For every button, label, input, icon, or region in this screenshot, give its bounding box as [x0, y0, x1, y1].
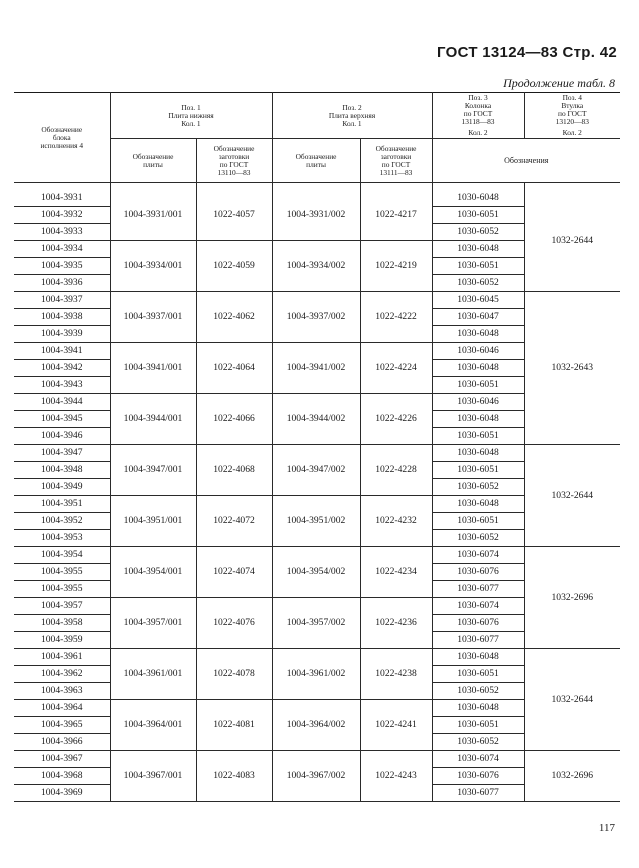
upper-plate-designation-cell: 1004-3961/002 [272, 649, 360, 700]
column-designation-cell: 1030-6045 [432, 292, 524, 309]
col-blank-designation-1: Обозначение заготовки по ГОСТ 13110—83 [196, 139, 272, 183]
column-designation-cell: 1030-6052 [432, 683, 524, 700]
lower-blank-designation-cell: 1022-4076 [196, 598, 272, 649]
block-designation-cell: 1004-3965 [14, 717, 110, 734]
upper-blank-designation-cell: 1022-4241 [360, 700, 432, 751]
block-designation-cell: 1004-3964 [14, 700, 110, 717]
table-row [14, 649, 620, 666]
block-designation-cell: 1004-3954 [14, 547, 110, 564]
bushing-designation-cell: 1032-2696 [524, 547, 620, 649]
block-designation-cell: 1004-3962 [14, 666, 110, 683]
block-designation-cell: 1004-3955 [14, 564, 110, 581]
lower-plate-designation-cell: 1004-3951/001 [110, 496, 196, 547]
lower-blank-designation-cell: 1022-4064 [196, 343, 272, 394]
col-plate-designation-2: Обозначение плиты [272, 139, 360, 183]
column-designation-cell: 1030-6076 [432, 564, 524, 581]
upper-plate-designation-cell: 1004-3941/002 [272, 343, 360, 394]
upper-plate-designation-cell: 1004-3957/002 [272, 598, 360, 649]
col-designations: Обозначения [432, 139, 620, 183]
column-designation-cell: 1030-6048 [432, 326, 524, 343]
block-designation-cell: 1004-3939 [14, 326, 110, 343]
upper-plate-designation-cell: 1004-3931/002 [272, 190, 360, 241]
column-designation-cell: 1030-6052 [432, 734, 524, 751]
lower-blank-designation-cell: 1022-4062 [196, 292, 272, 343]
upper-plate-designation-cell: 1004-3964/002 [272, 700, 360, 751]
upper-plate-designation-cell: 1004-3951/002 [272, 496, 360, 547]
block-designation-cell: 1004-3959 [14, 632, 110, 649]
upper-blank-designation-cell: 1022-4238 [360, 649, 432, 700]
lower-plate-designation-cell: 1004-3947/001 [110, 445, 196, 496]
upper-plate-designation-cell: 1004-3954/002 [272, 547, 360, 598]
column-designation-cell: 1030-6048 [432, 360, 524, 377]
column-designation-cell: 1030-6051 [432, 428, 524, 445]
block-designation-cell: 1004-3961 [14, 649, 110, 666]
lower-blank-designation-cell: 1022-4059 [196, 241, 272, 292]
table-row [14, 547, 620, 564]
page-number: 117 [598, 822, 615, 834]
upper-blank-designation-cell: 1022-4228 [360, 445, 432, 496]
lower-blank-designation-cell: 1022-4078 [196, 649, 272, 700]
lower-plate-designation-cell: 1004-3964/001 [110, 700, 196, 751]
lower-plate-designation-cell: 1004-3957/001 [110, 598, 196, 649]
block-designation-cell: 1004-3945 [14, 411, 110, 428]
table-continuation-note: Продолжение табл. 8 [503, 76, 615, 90]
upper-blank-designation-cell: 1022-4234 [360, 547, 432, 598]
column-designation-cell: 1030-6052 [432, 530, 524, 547]
column-designation-cell: 1030-6074 [432, 751, 524, 768]
lower-plate-designation-cell: 1004-3937/001 [110, 292, 196, 343]
table-row [14, 190, 620, 207]
lower-plate-designation-cell: 1004-3941/001 [110, 343, 196, 394]
column-designation-cell: 1030-6051 [432, 666, 524, 683]
block-designation-cell: 1004-3969 [14, 785, 110, 802]
upper-blank-designation-cell: 1022-4217 [360, 190, 432, 241]
table-row [14, 445, 620, 462]
block-designation-cell: 1004-3968 [14, 768, 110, 785]
upper-plate-designation-cell: 1004-3934/002 [272, 241, 360, 292]
lower-plate-designation-cell: 1004-3931/001 [110, 190, 196, 241]
block-designation-cell: 1004-3953 [14, 530, 110, 547]
upper-blank-designation-cell: 1022-4243 [360, 751, 432, 802]
block-designation-cell: 1004-3941 [14, 343, 110, 360]
col-pos2-upper-plate: Поз. 2 Плита верхняя Кол. 1 [272, 93, 432, 139]
column-designation-cell: 1030-6048 [432, 700, 524, 717]
upper-plate-designation-cell: 1004-3944/002 [272, 394, 360, 445]
upper-plate-designation-cell: 1004-3967/002 [272, 751, 360, 802]
column-designation-cell: 1030-6048 [432, 496, 524, 513]
upper-blank-designation-cell: 1022-4232 [360, 496, 432, 547]
block-designation-cell: 1004-3966 [14, 734, 110, 751]
block-designation-cell: 1004-3932 [14, 207, 110, 224]
components-table [14, 92, 620, 802]
block-designation-cell: 1004-3955 [14, 581, 110, 598]
col-block-designation: Обозначение блока исполнения 4 [14, 93, 110, 183]
block-designation-cell: 1004-3957 [14, 598, 110, 615]
column-designation-cell: 1030-6046 [432, 394, 524, 411]
block-designation-cell: 1004-3944 [14, 394, 110, 411]
col-plate-designation-1: Обозначение плиты [110, 139, 196, 183]
column-designation-cell: 1030-6051 [432, 513, 524, 530]
block-designation-cell: 1004-3946 [14, 428, 110, 445]
col-blank-designation-2: Обозначение заготовки по ГОСТ 13111—83 [360, 139, 432, 183]
bushing-designation-cell: 1032-2644 [524, 190, 620, 292]
column-designation-cell: 1030-6048 [432, 649, 524, 666]
block-designation-cell: 1004-3935 [14, 258, 110, 275]
column-designation-cell: 1030-6074 [432, 547, 524, 564]
upper-plate-designation-cell: 1004-3937/002 [272, 292, 360, 343]
column-designation-cell: 1030-6077 [432, 581, 524, 598]
column-designation-cell: 1030-6051 [432, 207, 524, 224]
bushing-designation-cell: 1032-2644 [524, 649, 620, 751]
block-designation-cell: 1004-3967 [14, 751, 110, 768]
column-designation-cell: 1030-6051 [432, 462, 524, 479]
lower-blank-designation-cell: 1022-4057 [196, 190, 272, 241]
column-designation-cell: 1030-6077 [432, 785, 524, 802]
block-designation-cell: 1004-3937 [14, 292, 110, 309]
column-designation-cell: 1030-6074 [432, 598, 524, 615]
block-designation-cell: 1004-3938 [14, 309, 110, 326]
column-designation-cell: 1030-6051 [432, 377, 524, 394]
block-designation-cell: 1004-3948 [14, 462, 110, 479]
block-designation-cell: 1004-3933 [14, 224, 110, 241]
column-designation-cell: 1030-6052 [432, 224, 524, 241]
lower-blank-designation-cell: 1022-4066 [196, 394, 272, 445]
column-designation-cell: 1030-6076 [432, 768, 524, 785]
column-designation-cell: 1030-6046 [432, 343, 524, 360]
upper-blank-designation-cell: 1022-4219 [360, 241, 432, 292]
lower-blank-designation-cell: 1022-4081 [196, 700, 272, 751]
upper-blank-designation-cell: 1022-4226 [360, 394, 432, 445]
column-designation-cell: 1030-6051 [432, 258, 524, 275]
column-designation-cell: 1030-6051 [432, 717, 524, 734]
column-designation-cell: 1030-6076 [432, 615, 524, 632]
lower-blank-designation-cell: 1022-4074 [196, 547, 272, 598]
block-designation-cell: 1004-3949 [14, 479, 110, 496]
col-pos4-bushing: Поз. 4 Втулка по ГОСТ 13120—83 Кол. 2 [524, 93, 620, 139]
column-designation-cell: 1030-6048 [432, 190, 524, 207]
bushing-designation-cell: 1032-2644 [524, 445, 620, 547]
upper-blank-designation-cell: 1022-4224 [360, 343, 432, 394]
bushing-designation-cell: 1032-2643 [524, 292, 620, 445]
column-designation-cell: 1030-6048 [432, 445, 524, 462]
block-designation-cell: 1004-3936 [14, 275, 110, 292]
block-designation-cell: 1004-3951 [14, 496, 110, 513]
column-designation-cell: 1030-6047 [432, 309, 524, 326]
lower-blank-designation-cell: 1022-4083 [196, 751, 272, 802]
table-row [14, 292, 620, 309]
lower-plate-designation-cell: 1004-3944/001 [110, 394, 196, 445]
lower-plate-designation-cell: 1004-3934/001 [110, 241, 196, 292]
upper-plate-designation-cell: 1004-3947/002 [272, 445, 360, 496]
lower-blank-designation-cell: 1022-4072 [196, 496, 272, 547]
upper-blank-designation-cell: 1022-4236 [360, 598, 432, 649]
column-designation-cell: 1030-6048 [432, 411, 524, 428]
column-designation-cell: 1030-6052 [432, 479, 524, 496]
table-body [14, 183, 620, 802]
block-designation-cell: 1004-3934 [14, 241, 110, 258]
block-designation-cell: 1004-3943 [14, 377, 110, 394]
column-designation-cell: 1030-6052 [432, 275, 524, 292]
block-designation-cell: 1004-3963 [14, 683, 110, 700]
bushing-designation-cell: 1032-2696 [524, 751, 620, 802]
block-designation-cell: 1004-3931 [14, 190, 110, 207]
block-designation-cell: 1004-3952 [14, 513, 110, 530]
col-pos3-column: Поз. 3 Колонка по ГОСТ 13118—83 Кол. 2 [432, 93, 524, 139]
block-designation-cell: 1004-3942 [14, 360, 110, 377]
page-header: ГОСТ 13124—83 Стр. 42 [437, 44, 617, 61]
lower-plate-designation-cell: 1004-3954/001 [110, 547, 196, 598]
table-row [14, 751, 620, 768]
block-designation-cell: 1004-3947 [14, 445, 110, 462]
lower-plate-designation-cell: 1004-3961/001 [110, 649, 196, 700]
upper-blank-designation-cell: 1022-4222 [360, 292, 432, 343]
lower-blank-designation-cell: 1022-4068 [196, 445, 272, 496]
column-designation-cell: 1030-6077 [432, 632, 524, 649]
block-designation-cell: 1004-3958 [14, 615, 110, 632]
column-designation-cell: 1030-6048 [432, 241, 524, 258]
lower-plate-designation-cell: 1004-3967/001 [110, 751, 196, 802]
col-pos1-lower-plate: Поз. 1 Плита нижняя Кол. 1 [110, 93, 272, 139]
